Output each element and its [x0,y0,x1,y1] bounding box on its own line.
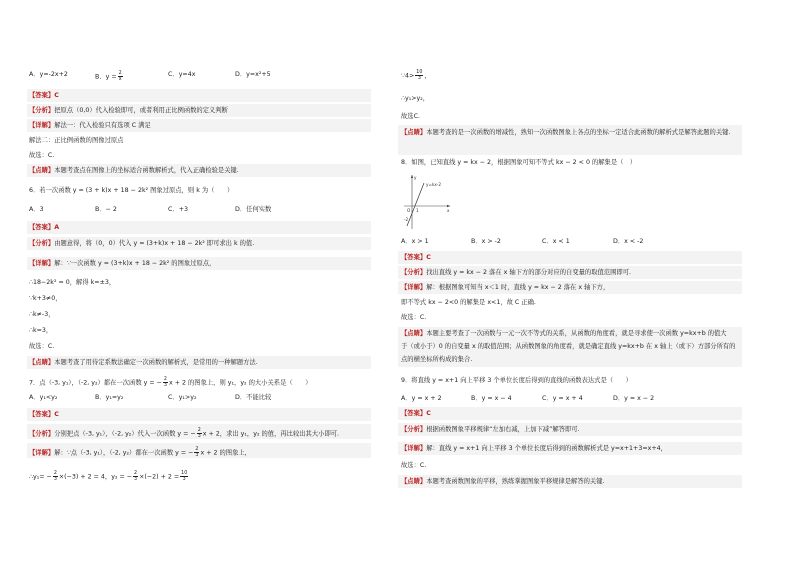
label-1: 1 [416,208,419,213]
q6-comment [29,359,258,367]
q7-analysis-frac [197,428,202,439]
analysis-tag: 【分析】 [401,426,427,433]
q8-answer: 【答案】C [401,254,431,261]
q8-stem: 8．如图，已知直线 y = kx − 2，根据图象可知不等式 kx − 2 < 0 的解集是（ ） [401,159,637,166]
q8-option-d: D．x < -2 [613,238,644,245]
analysis-tag: 【分析】 [401,269,427,276]
q6-step2: ∵k+3≠0， [29,295,62,302]
q6-option-d: D．任何实数 [235,206,272,213]
frac-den: 3 [163,383,167,388]
q5-option-d: D．y=x²+5 [235,71,271,78]
calc-frac-1 [53,471,58,482]
cont-part-a: ∵4> [401,72,415,80]
q9-analysis [401,426,580,434]
calc-frac-2 [133,471,138,482]
frac-num: 2 [163,377,167,382]
frac-num: 10 [416,70,423,75]
comment-tag: 【点睛】 [29,359,55,366]
q6-detail [29,260,215,268]
q6-conclusion: 故选：C. [29,343,55,350]
q6-option-a: A．3 [29,206,44,213]
q7-option-b: B．y₁=y₂ [95,394,124,401]
q8-option-c: C．x < 1 [542,238,570,245]
q5-option-c: C．y=4x [168,71,196,78]
q5-analysis [29,107,228,115]
analysis-text: 找出直线 y = kx − 2 落在 x 轴下方的部分对应的自变量的取值范围即可. [426,269,632,276]
label-x: x [447,208,450,213]
frac-num: 2 [118,71,122,76]
label-neg2: -2 [404,217,409,222]
q5-option-a: A．y=-2x+2 [29,71,68,78]
detail-tag: 【详解】 [29,122,55,129]
q6-answer-bg [27,221,371,234]
label-y: y [414,175,417,180]
analysis-text: 根据函数图象平移规律“左加右减，上加下减”解答即可. [426,426,580,433]
y-axis-arrow [411,175,413,178]
frac-num: 10 [181,471,188,476]
q5-option-b-expr: y = [105,73,117,81]
q8-detail [401,284,609,292]
q9-stem: 9．将直线 y = x+1 向上平移 3 个单位长度后得到的直线的函数表达式是（ ） [401,377,632,384]
calc-part-a: ∴y₁= − [29,473,52,481]
cont-frac [415,70,423,81]
calc-part-c: ×(−2) + 2 = [139,473,180,481]
frac-num: 2 [53,471,57,476]
cont-part-b: ， [424,72,431,80]
q5-option-b [95,71,124,82]
comment-tag: 【点睛】 [401,478,427,485]
q9-conclusion: 故选：C. [401,462,427,469]
q6-step4: ∴k=3， [29,327,53,334]
q7-conclusion: 故选C. [401,113,420,120]
label-o: O [407,208,411,213]
q7-analysis [29,428,339,439]
q7-option-d: D．不能比较 [235,394,272,401]
comment-text: 本题考查函数图象的平移，熟练掌握图象平移规律是解答的关键. [426,478,605,485]
comment-text: 本题考查的是一次函数的增减性，熟知一次函数图象上各点的坐标一定适合此函数的解析式是解答此题的关键. [426,129,731,136]
frac-den: 3 [195,453,199,458]
q9-answer-bg [398,407,742,420]
q7-stem [29,377,312,388]
detail-tag: 【详解】 [401,445,427,452]
q5-conclusion: 故选：C. [29,152,55,159]
comment-tag: 【点睛】 [29,167,55,174]
q8-comment-1 [401,330,727,338]
q9-comment [401,478,605,486]
q8-analysis [401,269,631,277]
comment-text: 本题主要考查了一次函数与一元一次不等式的关系，从函数的角度看，就是寻求使一次函数 y=kx+b 的值大 [426,330,727,337]
q9-detail [401,445,667,453]
q8-option-b: B．x > -2 [471,238,501,245]
q6-option-c: C．+3 [168,206,188,213]
q7-answer-bg [27,408,371,421]
q8-conclusion: 故选：C. [401,314,427,321]
frac-den: 3 [53,477,57,482]
analysis-tag: 【分析】 [29,240,55,247]
label-line: y=kx-2 [426,182,442,187]
q8-option-a: A．x > 1 [401,238,429,245]
analysis-tag: 【分析】 [29,430,55,438]
frac-den: 3 [134,477,138,482]
frac-den: 3 [182,477,186,482]
detail-text: 解法一：代入检验只有选项 C 满足 [54,122,151,129]
q5-option-b-label: B． [95,73,106,81]
q7-calc [29,471,189,482]
frac-num: 2 [197,428,201,433]
q7-detail-frac [194,447,199,458]
q7-comment [401,129,765,137]
q8-answer-bg [398,251,742,264]
q7-stem-part-a: 7．点（-3, y₁），（-2, y₂）都在一次函数 y = − [29,379,162,387]
frac-num: 2 [195,447,199,452]
q9-answer: 【答案】C [401,410,431,417]
q8-comment-2: 于（或小于）0 的自变量 x 的取值范围；从函数图象的角度看，就是确定直线 y=kx+b 在 x 轴上（或下）方部分所有的 [401,343,736,350]
frac-num: 2 [134,471,138,476]
q8-step: 即不等式 kx − 2<0 的解集是 x<1，故 C 正确. [401,299,536,306]
q6-step3: ∴k≠-3， [29,311,55,318]
comment-tag: 【点睛】 [401,330,427,337]
detail-tag: 【详解】 [29,260,55,267]
q9-option-c: C．y = x + 4 [542,395,583,402]
detail-tag: 【详解】 [29,449,55,457]
q7-answer: 【答案】C [29,411,59,418]
analysis-text-a: 分别把点（-3, y₁），（-2, y₂）代入一次函数 y = − [54,430,196,438]
q5-answer: 【答案】C [29,92,59,99]
q9-option-b: B．y = x − 4 [471,395,512,402]
q6-step1: ∴18−2k² = 0，解得 k=±3， [29,279,116,286]
q7-cont-1 [401,70,431,81]
q7-stem-part-b: x + 2 的图象上，则 y₁，y₂ 的大小关系是（ ） [168,379,312,387]
line-y-kx-2 [407,183,424,226]
q7-detail [29,447,251,458]
q5-comment [29,167,239,175]
analysis-text: 由题意得，将（0，0）代入 y = (3+k)x + 18 − 2k² 即可求出 k 的值. [54,240,255,247]
frac-den: 3 [417,76,421,81]
calc-frac-3 [180,471,188,482]
q7-stem-frac [163,377,168,388]
q7-cont-2: ∴y₁>y₂， [401,95,430,102]
q5-detail [29,122,151,130]
q7-option-c: C．y₁>y₂ [168,394,197,401]
analysis-text-b: x + 2，求出 y₁，y₂ 的值，再比较出其大小即可. [202,430,340,438]
frac-den: 3 [197,434,201,439]
q9-option-a: A．y = x + 2 [401,395,442,402]
detail-text-a: 解：∵点（-3, y₁），（-2, y₂）都在一次函数 y = − [54,449,194,457]
comment-text: 本题考查点在图像上的坐标适合函数解析式，代入正确检验是关键. [54,167,239,174]
q6-answer: 【答案】A [29,224,60,231]
detail-text: 解：直线 y = x+1 向上平移 3 个单位长度后得到的函数解析式是 y=x+1+3=x+4， [426,445,667,452]
q5-answer-bg [27,89,371,102]
q5-option-b-frac [118,71,123,82]
q6-option-b: B．− 2 [95,206,117,213]
q6-analysis [29,240,254,248]
analysis-text: 把原点（0,0）代入检验即可，或者利用正比例函数的定义判断 [54,107,228,114]
comment-tag: 【点睛】 [401,129,427,136]
detail-text: 解：∵一次函数 y = (3+k)x + 18 − 2k² 的图象过原点， [54,260,216,267]
q5-method2: 解法二：正比例函数的图像过原点 [29,137,124,144]
frac-den: x [118,77,122,82]
detail-text-b: x + 2 的图象上， [200,449,251,457]
q7-option-a: A．y₁<y₂ [29,394,58,401]
x-axis-arrow [447,205,450,207]
comment-text: 本题考查了用待定系数法确定一次函数的解析式，是常用的一种解题方法. [54,359,258,366]
q9-option-d: D．y = x − 2 [613,395,655,402]
q8-graph [402,173,452,231]
calc-part-b: ×(−3) + 2 = 4，y₂ = − [58,473,133,481]
q8-comment-3: 点的横坐标所构成的集合. [401,356,473,363]
analysis-tag: 【分析】 [29,107,55,114]
detail-tag: 【详解】 [401,284,427,291]
detail-text: 解：根据图象可知当 x＜1 时，直线 y = kx − 2 落在 x 轴下方， [426,284,610,291]
q6-stem: 6．若一次函数 y = (3 + k)x + 18 − 2k² 图象过原点，则 k 为（ ） [29,187,234,194]
